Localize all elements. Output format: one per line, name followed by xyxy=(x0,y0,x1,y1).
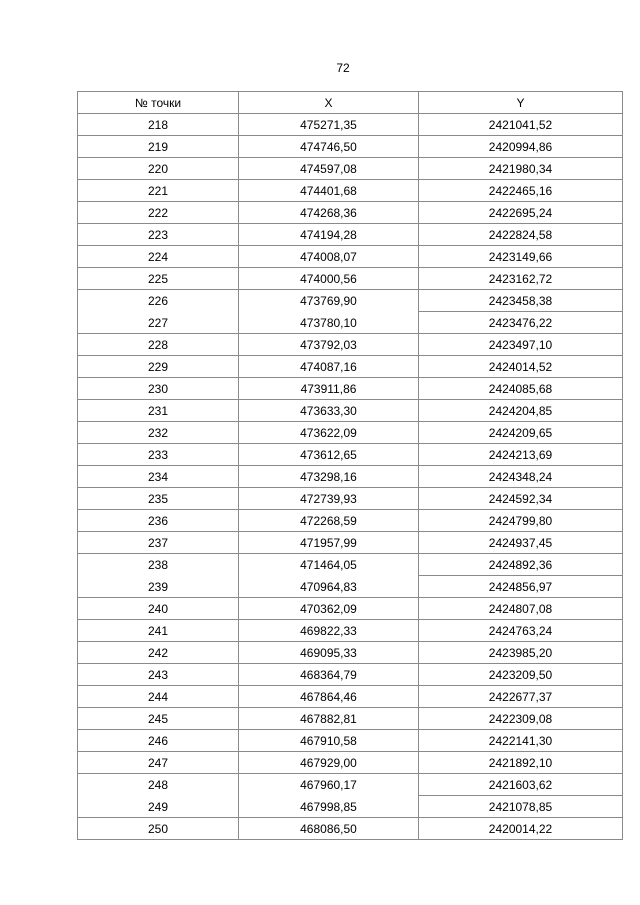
x-coordinate-cell: 473622,09 xyxy=(239,422,419,444)
x-coordinate-cell: 473633,30 xyxy=(239,400,419,422)
y-coordinate-cell: 2423149,66 xyxy=(419,246,623,268)
table-row xyxy=(78,268,623,290)
table-header-row xyxy=(78,92,623,114)
y-coordinate-cell: 2424204,85 xyxy=(419,400,623,422)
x-coordinate-cell: 472739,93 xyxy=(239,488,419,510)
table-row xyxy=(78,444,623,466)
x-coordinate-cell: 467864,46 xyxy=(239,686,419,708)
y-coordinate-cell: 2423497,10 xyxy=(419,334,623,356)
x-coordinate-cell: 473612,65 xyxy=(239,444,419,466)
y-coordinate-cell: 2424209,65 xyxy=(419,422,623,444)
point-number-cell: 228 xyxy=(78,334,239,356)
table-row xyxy=(78,466,623,488)
x-coordinate-cell: 473792,03 xyxy=(239,334,419,356)
point-number-cell: 244 xyxy=(78,686,239,708)
table-row xyxy=(78,510,623,532)
y-coordinate-cell: 2422695,24 xyxy=(419,202,623,224)
x-coordinate-cell: 474746,50 xyxy=(239,136,419,158)
x-coordinate-cell: 470964,83 xyxy=(239,576,419,598)
y-coordinate-cell: 2424085,68 xyxy=(419,378,623,400)
y-coordinate-cell: 2421603,62 xyxy=(419,774,623,796)
point-number-cell: 240 xyxy=(78,598,239,620)
x-coordinate-cell: 469822,33 xyxy=(239,620,419,642)
y-coordinate-cell: 2421078,85 xyxy=(419,796,623,818)
y-coordinate-cell: 2422824,58 xyxy=(419,224,623,246)
point-number-cell: 249 xyxy=(78,796,239,818)
point-number-cell: 230 xyxy=(78,378,239,400)
point-number-cell: 243 xyxy=(78,664,239,686)
table-row xyxy=(78,180,623,202)
table-row xyxy=(78,312,623,334)
y-coordinate-cell: 2422677,37 xyxy=(419,686,623,708)
table-row xyxy=(78,576,623,598)
y-coordinate-cell: 2423458,38 xyxy=(419,290,623,312)
point-number-cell: 246 xyxy=(78,730,239,752)
point-number-cell: 242 xyxy=(78,642,239,664)
x-coordinate-cell: 473298,16 xyxy=(239,466,419,488)
table-row xyxy=(78,400,623,422)
page-number: 72 xyxy=(336,61,350,75)
table-row xyxy=(78,664,623,686)
column-header-point-number: № точки xyxy=(78,92,239,114)
table-row xyxy=(78,246,623,268)
table-row xyxy=(78,774,623,796)
x-coordinate-cell: 474401,68 xyxy=(239,180,419,202)
x-coordinate-cell: 473911,86 xyxy=(239,378,419,400)
coordinates-table xyxy=(77,91,623,840)
y-coordinate-cell: 2423985,20 xyxy=(419,642,623,664)
table-row xyxy=(78,532,623,554)
y-coordinate-cell: 2424763,24 xyxy=(419,620,623,642)
point-number-cell: 223 xyxy=(78,224,239,246)
x-coordinate-cell: 467929,00 xyxy=(239,752,419,774)
table-row xyxy=(78,598,623,620)
x-coordinate-cell: 471464,05 xyxy=(239,554,419,576)
point-number-cell: 220 xyxy=(78,158,239,180)
point-number-cell: 236 xyxy=(78,510,239,532)
x-coordinate-cell: 473780,10 xyxy=(239,312,419,334)
y-coordinate-cell: 2424937,45 xyxy=(419,532,623,554)
y-coordinate-cell: 2424213,69 xyxy=(419,444,623,466)
y-coordinate-cell: 2424592,34 xyxy=(419,488,623,510)
point-number-cell: 224 xyxy=(78,246,239,268)
x-coordinate-cell: 468364,79 xyxy=(239,664,419,686)
x-coordinate-cell: 474194,28 xyxy=(239,224,419,246)
x-coordinate-cell: 474087,16 xyxy=(239,356,419,378)
point-number-cell: 227 xyxy=(78,312,239,334)
x-coordinate-cell: 471957,99 xyxy=(239,532,419,554)
point-number-cell: 233 xyxy=(78,444,239,466)
table-row xyxy=(78,708,623,730)
y-coordinate-cell: 2424799,80 xyxy=(419,510,623,532)
point-number-cell: 245 xyxy=(78,708,239,730)
table-body xyxy=(78,114,623,840)
table-row xyxy=(78,488,623,510)
table-row xyxy=(78,730,623,752)
point-number-cell: 229 xyxy=(78,356,239,378)
y-coordinate-cell: 2420994,86 xyxy=(419,136,623,158)
point-number-cell: 250 xyxy=(78,818,239,840)
table-row xyxy=(78,642,623,664)
y-coordinate-cell: 2424892,36 xyxy=(419,554,623,576)
y-coordinate-cell: 2421980,34 xyxy=(419,158,623,180)
y-coordinate-cell: 2420014,22 xyxy=(419,818,623,840)
point-number-cell: 238 xyxy=(78,554,239,576)
table-row xyxy=(78,202,623,224)
table-row xyxy=(78,752,623,774)
point-number-cell: 226 xyxy=(78,290,239,312)
point-number-cell: 237 xyxy=(78,532,239,554)
point-number-cell: 234 xyxy=(78,466,239,488)
x-coordinate-cell: 474597,08 xyxy=(239,158,419,180)
point-number-cell: 219 xyxy=(78,136,239,158)
table-row xyxy=(78,136,623,158)
y-coordinate-cell: 2424348,24 xyxy=(419,466,623,488)
column-header-y: Y xyxy=(419,92,623,114)
point-number-cell: 235 xyxy=(78,488,239,510)
point-number-cell: 247 xyxy=(78,752,239,774)
table-row xyxy=(78,114,623,136)
point-number-cell: 232 xyxy=(78,422,239,444)
y-coordinate-cell: 2422141,30 xyxy=(419,730,623,752)
column-header-x: X xyxy=(239,92,419,114)
table-row xyxy=(78,356,623,378)
y-coordinate-cell: 2424856,97 xyxy=(419,576,623,598)
table-row xyxy=(78,378,623,400)
table-row xyxy=(78,796,623,818)
x-coordinate-cell: 469095,33 xyxy=(239,642,419,664)
point-number-cell: 241 xyxy=(78,620,239,642)
point-number-cell: 225 xyxy=(78,268,239,290)
y-coordinate-cell: 2422309,08 xyxy=(419,708,623,730)
x-coordinate-cell: 467960,17 xyxy=(239,774,419,796)
x-coordinate-cell: 470362,09 xyxy=(239,598,419,620)
point-number-cell: 222 xyxy=(78,202,239,224)
table-row xyxy=(78,818,623,840)
point-number-cell: 239 xyxy=(78,576,239,598)
point-number-cell: 221 xyxy=(78,180,239,202)
x-coordinate-cell: 473769,90 xyxy=(239,290,419,312)
y-coordinate-cell: 2424807,08 xyxy=(419,598,623,620)
table-row xyxy=(78,224,623,246)
point-number-cell: 248 xyxy=(78,774,239,796)
y-coordinate-cell: 2423209,50 xyxy=(419,664,623,686)
y-coordinate-cell: 2421041,52 xyxy=(419,114,623,136)
point-number-cell: 218 xyxy=(78,114,239,136)
point-number-cell: 231 xyxy=(78,400,239,422)
table-row xyxy=(78,290,623,312)
y-coordinate-cell: 2421892,10 xyxy=(419,752,623,774)
table-row xyxy=(78,686,623,708)
y-coordinate-cell: 2422465,16 xyxy=(419,180,623,202)
x-coordinate-cell: 474268,36 xyxy=(239,202,419,224)
x-coordinate-cell: 474008,07 xyxy=(239,246,419,268)
table-row xyxy=(78,422,623,444)
table-row xyxy=(78,334,623,356)
y-coordinate-cell: 2424014,52 xyxy=(419,356,623,378)
x-coordinate-cell: 467910,58 xyxy=(239,730,419,752)
x-coordinate-cell: 467882,81 xyxy=(239,708,419,730)
x-coordinate-cell: 472268,59 xyxy=(239,510,419,532)
y-coordinate-cell: 2423476,22 xyxy=(419,312,623,334)
y-coordinate-cell: 2423162,72 xyxy=(419,268,623,290)
table-row xyxy=(78,158,623,180)
x-coordinate-cell: 475271,35 xyxy=(239,114,419,136)
x-coordinate-cell: 468086,50 xyxy=(239,818,419,840)
table-row xyxy=(78,554,623,576)
table-row xyxy=(78,620,623,642)
x-coordinate-cell: 467998,85 xyxy=(239,796,419,818)
x-coordinate-cell: 474000,56 xyxy=(239,268,419,290)
